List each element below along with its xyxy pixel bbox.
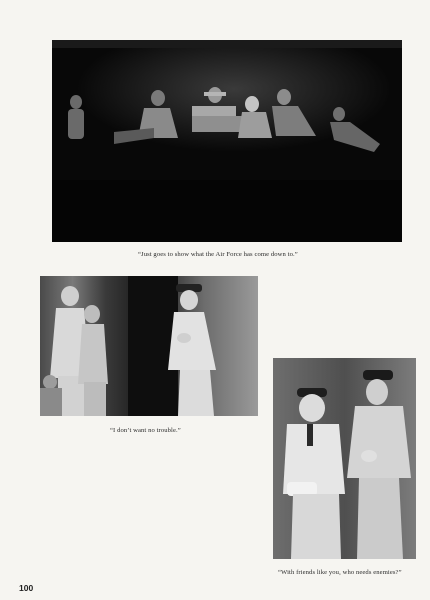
two-officers-caption: “With friends like you, who needs enemies?” <box>278 569 402 576</box>
two-officers-photo <box>273 358 416 559</box>
confrontation-caption: “I don’t want no trouble.” <box>110 427 181 434</box>
page-number: 100 <box>19 583 34 593</box>
stage-scene-caption: “Just goes to show what the Air Force has come down to.” <box>138 251 298 258</box>
confrontation-photo <box>40 276 258 416</box>
two-officers-image <box>273 358 416 559</box>
stage-scene-photo <box>52 40 402 242</box>
stage-scene-image <box>52 40 402 242</box>
confrontation-image <box>40 276 258 416</box>
